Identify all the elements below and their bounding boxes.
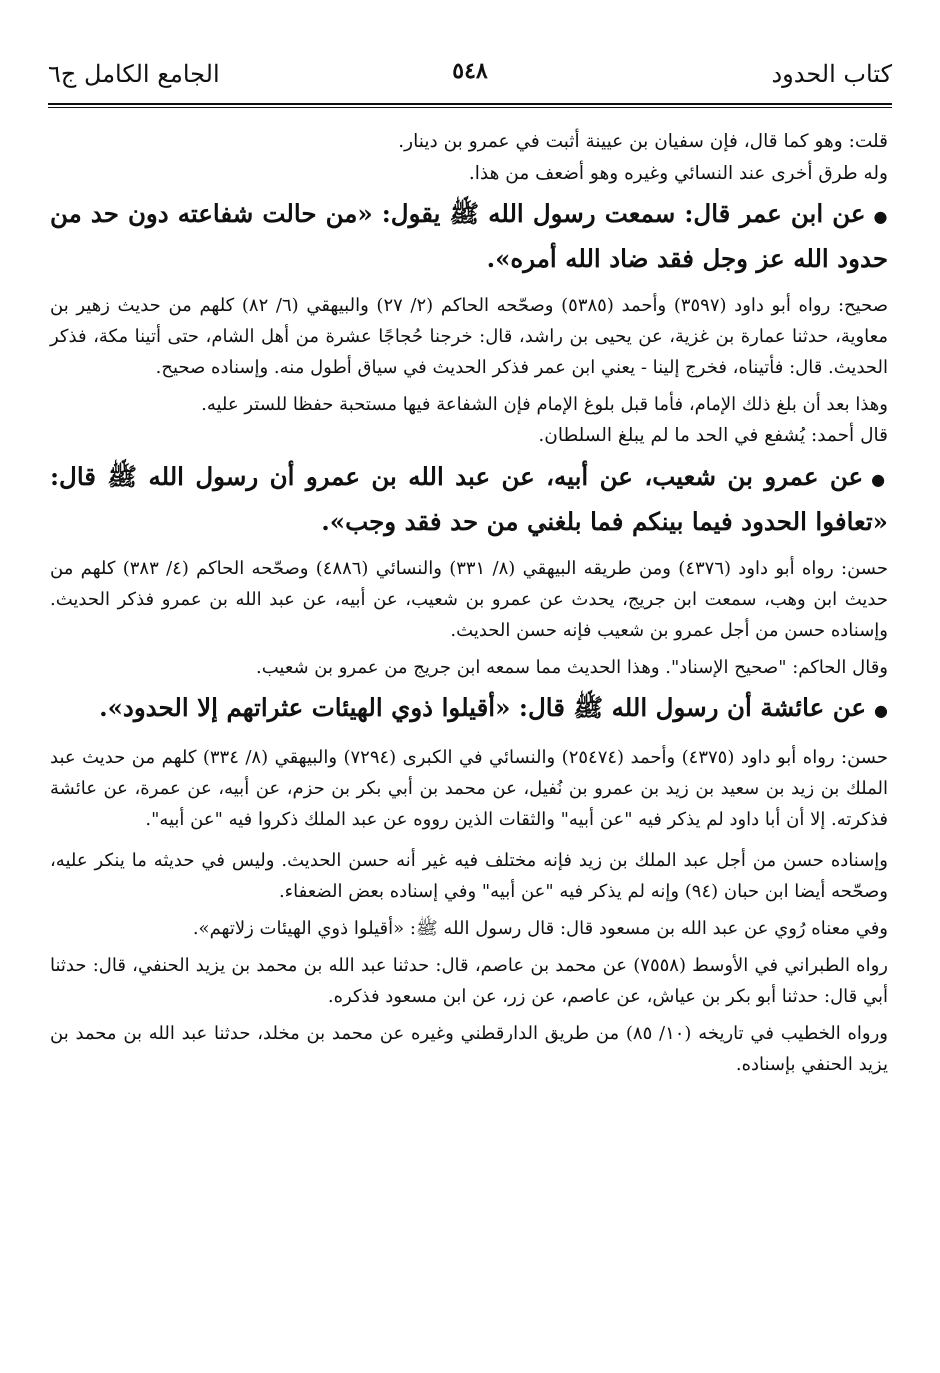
- bullet-icon: ●: [874, 700, 888, 720]
- hadith-text: [50, 456, 888, 543]
- page-body: [50, 126, 888, 1080]
- paragraph: قلت: وهو كما قال، فإن سفيان بن عيينة أثبت في عمرو بن دينار.: [398, 131, 888, 152]
- hadith-text: [50, 687, 888, 732]
- bullet-icon: ●: [873, 207, 888, 226]
- paragraph: وهذا بعد أن بلغ ذلك الإمام، فأما قبل بلوغ الإمام فإن الشفاعة فيها مستحبة حفظا للستر عليه.: [201, 394, 888, 415]
- hadith-body: عن ابن عمر قال: سمعت رسول الله ﷺ يقول: «من حالت شفاعته دون حد من حدود الله عز وجل فقد ضاد الله أمره».: [50, 199, 888, 273]
- takhrij-paragraph: حسن: رواه أبو داود (٤٣٧٥) وأحمد (٢٥٤٧٤) والنسائي في الكبرى (٧٢٩٤) والبيهقي (٨/ ٣٣٤) كلهم من حديث عبد الملك بن زيد بن سعيد بن زيد بن عمرو بن نُفيل، عن محمد بن أبي بكر بن حزم، عن أبيه، عن عمرة، عن عائشة فذكرته. إلا أن أبا داود لم يذكر فيه "عن أبيه" والثقات الذين رووه عن عبد الملك ذكروا فيه "عن أبيه".: [50, 746, 888, 830]
- hadith-body: عن عائشة أن رسول الله ﷺ قال: «أقيلوا ذوي الهيئات عثراتهم إلا الحدود».: [99, 692, 867, 722]
- paragraph: وفي معناه رُوي عن عبد الله بن مسعود قال: قال رسول الله ﷺ: «أقيلوا ذوي الهيئات زلاتهم».: [192, 917, 888, 939]
- header-rule-thin: [48, 107, 892, 108]
- page-header: [48, 58, 892, 98]
- paragraph: وإسناده حسن من أجل عبد الملك بن زيد فإنه مختلف فيه غير أنه حسن الحديث. وليس في حديثه ما ينكر عليه، وصحّحه أيضا ابن حبان (٩٤) وإنه لم يذكر فيه "عن أبيه" وفي إسناده بعض الضعفاء.: [50, 849, 888, 902]
- paragraph: رواه الطبراني في الأوسط (٧٥٥٨) عن محمد بن عاصم، قال: حدثنا عبد الله بن محمد بن يزيد الحنفي، قال: حدثنا أبي قال: حدثنا أبو بكر بن عياش، عن عاصم، عن زر، عن ابن مسعود فذكره.: [50, 954, 888, 1007]
- paragraph: ورواه الخطيب في تاريخه (١٠/ ٨٥) من طريق الدارقطني وغيره عن محمد بن مخلد، حدثنا عبد الله بن محمد بن يزيد الحنفي بإسناده.: [50, 1022, 888, 1075]
- paragraph: وقال الحاكم: "صحيح الإسناد". وهذا الحديث مما سمعه ابن جريج من عمرو بن شعيب.: [255, 656, 888, 678]
- hadith-text: [50, 193, 888, 280]
- paragraph: قال أحمد: يُشفع في الحد ما لم يبلغ السلطان.: [538, 425, 888, 446]
- header-rule: [48, 103, 892, 105]
- bullet-icon: ●: [871, 469, 888, 489]
- takhrij-paragraph: حسن: رواه أبو داود (٤٣٧٦) ومن طريقه البيهقي (٨/ ٣٣١) والنسائي (٤٨٨٦) وصحّحه الحاكم (٤/ ٣٨٣) كلهم من حديث ابن وهب، سمعت ابن جريج، يحدث عن عمرو بن شعيب، عن أبيه، عن عبد الله بن عمرو فذكر الحديث. وإسناده حسن من أجل عمرو بن شعيب فإنه حسن الحديث.: [50, 557, 888, 641]
- takhrij-paragraph: صحيح: رواه أبو داود (٣٥٩٧) وأحمد (٥٣٨٥) وصحّحه الحاكم (٢/ ٢٧) والبيهقي (٦/ ٨٢) كلهم من حديث زهير بن معاوية، حدثنا عمارة بن غزية، عن يحيى بن راشد، قال: خرجنا حُجاجًا عشرة من أهل الشام، حتى أتينا مكة، فذكر الحديث. قال: فأتيناه، فخرج إلينا - يعني ابن عمر فذكر الحديث في سياق أطول منه. وإسناده صحيح.: [50, 295, 888, 378]
- paragraph: وله طرق أخرى عند النسائي وغيره وهو أضعف من هذا.: [468, 162, 888, 184]
- page-number: ٥٤٨: [452, 58, 488, 84]
- volume-title: الجامع الكامل ج٦: [48, 60, 220, 88]
- book-title: كتاب الحدود: [771, 60, 892, 88]
- hadith-body: عن عمرو بن شعيب، عن أبيه، عن عبد الله بن عمرو أن رسول الله ﷺ قال: «تعافوا الحدود فيما بينكم فما بلغني من حد فقد وجب».: [50, 461, 888, 536]
